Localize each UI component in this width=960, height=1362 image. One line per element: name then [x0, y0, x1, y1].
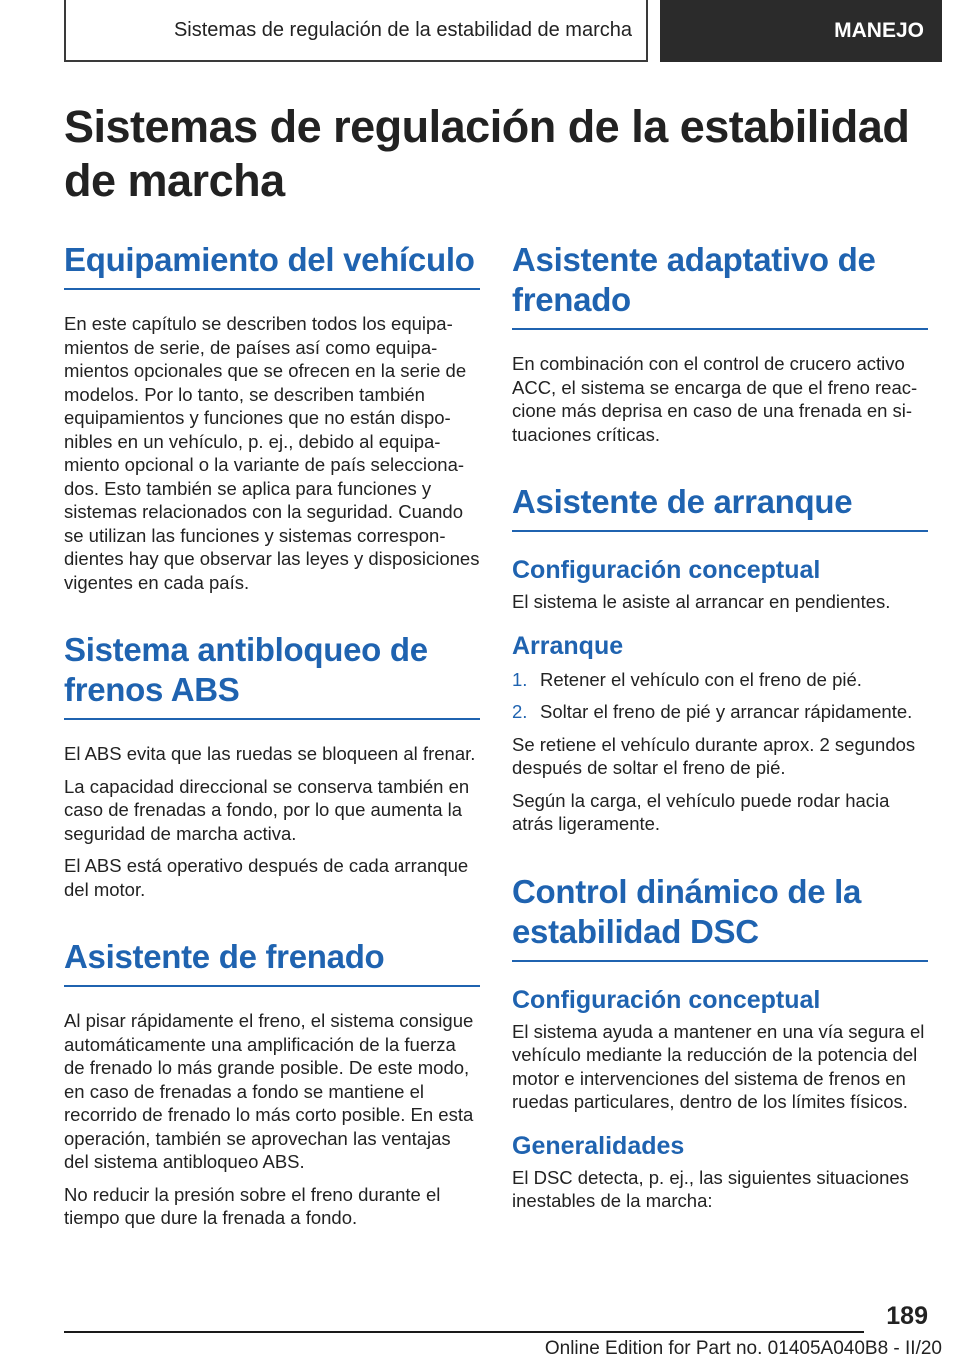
- paragraph-arranque-2: Según la carga, el vehículo puede rodar hacia atrás ligeramente.: [512, 789, 890, 834]
- subheading-arranque-start: Arranque: [512, 631, 624, 660]
- edition-note: Online Edition for Part no. 01405A040B8 - II/20: [544, 1338, 942, 1359]
- steps-list: [512, 668, 928, 724]
- heading-frenado: Asistente de frenado: [64, 937, 480, 987]
- heading-dsc: Control dinámico de la estabilidad DSC: [512, 872, 928, 962]
- footer-divider: [64, 1331, 864, 1333]
- step-number: 2.: [512, 701, 528, 722]
- paragraph-adaptativo: En combinación con el control de crucero activo ACC, el sistema se encarga de que el freno reaccione más deprisa en caso de una frenada en situaciones críticas.: [512, 353, 918, 445]
- heading-equipamiento: Equipamiento del vehículo: [64, 240, 480, 290]
- subheading-dsc-general: Generalidades: [512, 1131, 685, 1160]
- paragraph-arranque-1: Se retiene el vehículo durante aprox. 2 segundos después de soltar el freno de pié.: [512, 733, 916, 778]
- paragraph-arranque-concept: El sistema le asiste al arrancar en pendientes.: [512, 591, 891, 612]
- step-text: Soltar el freno de pié y arrancar rápidamente.: [540, 701, 913, 722]
- page-header: [0, 0, 960, 66]
- paragraph-abs-3: El ABS está operativo después de cada arranque del motor.: [64, 855, 469, 900]
- page-number: 189: [886, 1302, 928, 1330]
- section-title: Sistemas de regulación de la estabilidad de marcha: [64, 0, 648, 62]
- left-column: [64, 240, 480, 1230]
- paragraph-abs-2: La capacidad direccional se conserva también en caso de frenadas a fondo, por lo que aumenta la seguridad de marcha activa.: [64, 775, 470, 844]
- chapter-tab: MANEJO: [660, 0, 942, 62]
- page-title: Sistemas de regulación de la estabilidad de marcha: [64, 101, 910, 206]
- paragraph-abs-1: El ABS evita que las ruedas se bloqueen al frenar.: [64, 743, 476, 764]
- paragraph-dsc-general: El DSC detecta, p. ej., las siguientes situaciones inestables de la marcha:: [512, 1166, 909, 1211]
- paragraph-frenado-2: No reducir la presión sobre el freno durante el tiempo que dure la frenada a fondo.: [64, 1183, 441, 1228]
- list-item: [512, 668, 928, 692]
- subheading-arranque-concept: Configuración conceptual: [512, 556, 821, 584]
- heading-abs: Sistema antibloqueo de frenos ABS: [64, 630, 480, 720]
- step-text: Retener el vehículo con el freno de pié.: [540, 668, 862, 690]
- right-column: [512, 240, 928, 1213]
- paragraph-frenado-1: Al pisar rápidamente el freno, el sistema consigue automáticamente una amplificación de la fuerza de frenado lo más grande posible. De este modo, en caso de frenadas a fondo se mantiene el recorrido de frenado lo más corto posible. En esta operación, también se aprovechan las ventajas del sistema antibloqueo ABS.: [64, 1010, 474, 1172]
- step-number: 1.: [512, 668, 528, 690]
- list-item: [512, 700, 928, 724]
- heading-adaptativo: Asistente adaptativo de frenado: [512, 240, 928, 330]
- paragraph-dsc-concept: El sistema ayuda a mantener en una vía segura el vehículo mediante la reducción de la potencia del motor e intervenciones del sistema de frenos en ruedas particulares, dentro de los límites físicos.: [512, 1020, 925, 1112]
- heading-arranque: Asistente de arranque: [512, 482, 928, 532]
- subheading-dsc-concept: Configuración conceptual: [512, 985, 821, 1014]
- paragraph-equipamiento: En este capítulo se describen todos los equipamientos de serie, de países así como equipamientos opcionales que se ofrecen en la serie de modelos. Por lo tanto, se describen también equipamientos y funciones que no están disponibles en un vehículo, p. ej., debido al equipamiento opcional o la variante de país seleccionados. Esto también se aplica para funciones y sistemas relacionados con la seguridad. Cuando se utilizan las funciones y sistemas correspondientes hay que observar las leyes y disposiciones vigentes en cada país.: [64, 313, 480, 593]
